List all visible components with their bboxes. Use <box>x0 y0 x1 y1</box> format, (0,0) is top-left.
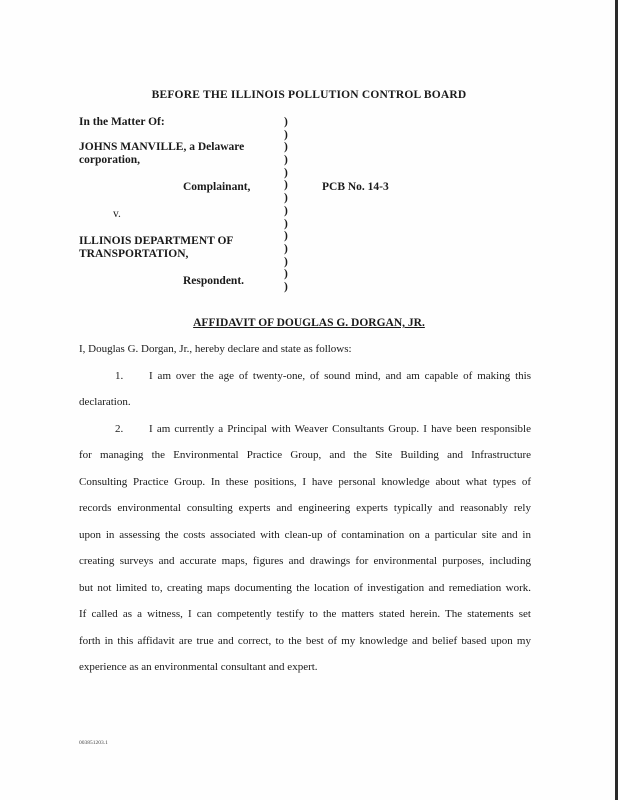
paragraph-line: for managing the Environmental Practice Group, and the Site Building and Infrastructure <box>79 449 531 461</box>
paren: ) <box>284 179 288 192</box>
paragraph-line: but not limited to, creating maps documenting the location of investigation and remediation work. <box>79 582 531 594</box>
paragraph-line: forth in this affidavit are true and correct, to the best of my knowledge and belief based upon my <box>79 635 531 647</box>
paragraph-line: upon in assessing the costs associated with clean-up of contamination on a particular site and in <box>79 529 531 541</box>
paragraph-line: If called as a witness, I can competently testify to the matters stated herein. The statements set <box>79 608 531 620</box>
affidavit-body <box>79 0 531 800</box>
complainant-role: Complainant, <box>183 181 251 193</box>
in-the-matter-label: In the Matter Of: <box>79 116 165 128</box>
document-id: 003851203.1 <box>79 740 108 746</box>
paren: ) <box>284 268 288 281</box>
case-number: PCB No. 14-3 <box>322 181 389 193</box>
court-title: BEFORE THE ILLINOIS POLLUTION CONTROL BOARD <box>151 89 467 101</box>
versus-label: v. <box>113 208 121 220</box>
paren: ) <box>284 204 288 217</box>
respondent-name-cont: TRANSPORTATION, <box>79 248 189 260</box>
respondent-name: ILLINOIS DEPARTMENT OF <box>79 235 234 247</box>
paragraph-line: Consulting Practice Group. In these positions, I have personal knowledge about what types of <box>79 476 531 488</box>
paren: ) <box>284 166 288 179</box>
complainant-name: JOHNS MANVILLE, a Delaware <box>79 141 245 153</box>
paren: ) <box>284 230 288 243</box>
intro-paragraph: I, Douglas G. Dorgan, Jr., hereby declare and state as follows: <box>79 343 352 355</box>
respondent-role: Respondent. <box>183 275 245 287</box>
paren: ) <box>284 280 288 293</box>
paragraph-line: creating surveys and accurate maps, figures and drawings for environmental purposes, including <box>79 555 531 567</box>
paren: ) <box>284 154 288 167</box>
paren: ) <box>284 192 288 205</box>
paren: ) <box>284 255 288 268</box>
paren: ) <box>284 128 288 141</box>
paragraph-line: I am currently a Principal with Weaver Consultants Group. I have been responsible <box>149 423 531 435</box>
paren: ) <box>284 116 288 128</box>
affidavit-title: AFFIDAVIT OF DOUGLAS G. DORGAN, JR. <box>193 317 425 329</box>
paragraph-line: declaration. <box>79 396 131 408</box>
paren: ) <box>284 217 288 230</box>
paragraph-line: I am over the age of twenty-one, of sound mind, and am capable of making this <box>149 370 531 382</box>
paragraph-number: 1. <box>115 370 124 382</box>
paren: ) <box>284 141 288 154</box>
paragraph-line: records environmental consulting experts and engineering experts typically and reasonably rely <box>79 502 531 514</box>
paren: ) <box>284 242 288 255</box>
paragraph-line: experience as an environmental consultant and expert. <box>79 661 318 673</box>
complainant-name-cont: corporation, <box>79 154 141 166</box>
paragraph-number: 2. <box>115 423 124 435</box>
